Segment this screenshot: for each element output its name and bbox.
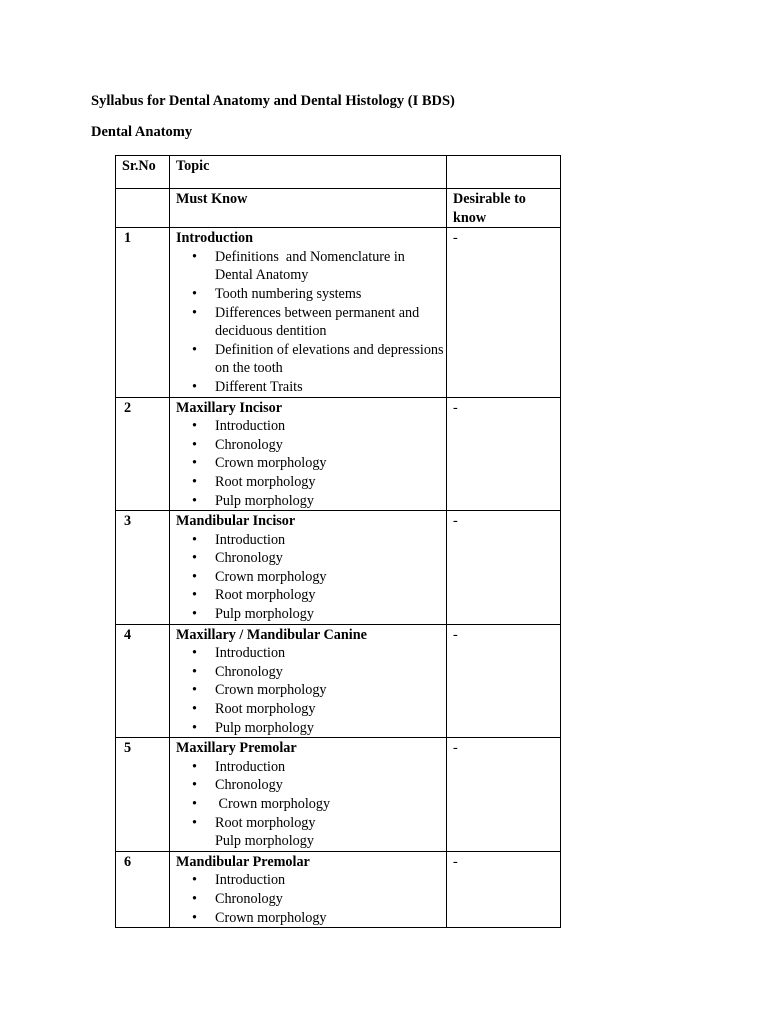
subtopic-text: Pulp morphology bbox=[215, 606, 314, 623]
subtopic-list bbox=[170, 758, 446, 851]
table-row bbox=[116, 851, 561, 927]
desirable-cell bbox=[447, 511, 561, 625]
row-number: 4 bbox=[124, 626, 132, 643]
desirable-value: - bbox=[453, 230, 458, 247]
topic-cell bbox=[170, 511, 447, 625]
topic-title: Mandibular Premolar bbox=[176, 853, 310, 870]
bullet-icon: • bbox=[192, 418, 197, 435]
subtopic-text: Root morphology bbox=[215, 473, 316, 490]
bullet-icon: • bbox=[192, 796, 197, 812]
bullet-icon: • bbox=[192, 285, 197, 302]
list-item bbox=[170, 605, 446, 624]
list-item bbox=[170, 909, 446, 928]
desirable-value: - bbox=[453, 513, 458, 530]
subtopic-list bbox=[170, 248, 446, 397]
list-item bbox=[170, 700, 446, 719]
bullet-icon: • bbox=[192, 719, 197, 736]
bullet-icon: • bbox=[192, 550, 197, 567]
topic-cell bbox=[170, 228, 447, 397]
subtopic-text: Introduction bbox=[215, 418, 286, 435]
topic-title: Maxillary Incisor bbox=[176, 399, 282, 416]
list-item bbox=[170, 417, 446, 436]
header-row-columns bbox=[116, 189, 561, 228]
list-item bbox=[170, 795, 446, 814]
bullet-icon: • bbox=[192, 645, 197, 662]
list-item bbox=[170, 568, 446, 587]
topic-cell bbox=[170, 397, 447, 511]
table-row bbox=[116, 624, 561, 738]
subtopic-list bbox=[170, 871, 446, 927]
row-number: 1 bbox=[124, 230, 132, 247]
bullet-icon: • bbox=[192, 909, 197, 926]
bullet-icon: • bbox=[192, 341, 197, 358]
list-item bbox=[170, 890, 446, 909]
bullet-icon: • bbox=[192, 872, 197, 889]
subtopic-text: Introduction bbox=[215, 645, 286, 662]
bullet-icon: • bbox=[192, 758, 197, 775]
row-number-cell bbox=[116, 511, 170, 625]
topic-title: Maxillary / Mandibular Canine bbox=[176, 626, 367, 643]
topic-title: Mandibular Incisor bbox=[176, 513, 296, 530]
row-number: 2 bbox=[124, 399, 132, 416]
row-number-cell bbox=[116, 738, 170, 852]
row-number-cell bbox=[116, 624, 170, 738]
row-number-cell bbox=[116, 397, 170, 511]
subtopic-text: Pulp morphology bbox=[215, 833, 314, 850]
list-item bbox=[170, 644, 446, 663]
list-item bbox=[170, 285, 446, 304]
row-number: 5 bbox=[124, 740, 132, 757]
empty-header-cell bbox=[447, 156, 561, 189]
desirable-cell bbox=[447, 228, 561, 397]
row-number: 6 bbox=[124, 853, 132, 870]
document-title: Syllabus for Dental Anatomy and Dental Histology (I BDS) bbox=[91, 93, 455, 109]
subtopic-text: Chronology bbox=[215, 436, 283, 453]
topic-cell bbox=[170, 624, 447, 738]
srno-header-cell bbox=[116, 156, 170, 189]
desirable-value: - bbox=[453, 740, 458, 757]
topic-cell bbox=[170, 851, 447, 927]
empty-srno-cell bbox=[116, 189, 170, 228]
bullet-icon: • bbox=[192, 378, 197, 395]
subtopic-text: Pulp morphology bbox=[215, 719, 314, 736]
subtopic-text: Crown morphology bbox=[215, 796, 331, 812]
list-item bbox=[170, 473, 446, 492]
desirable-value: - bbox=[453, 626, 458, 643]
subtopic-text: Pulp morphology bbox=[215, 492, 314, 509]
list-item bbox=[170, 341, 446, 378]
table-row bbox=[116, 738, 561, 852]
subtopic-list bbox=[170, 644, 446, 737]
subtopic-text: Crown morphology bbox=[215, 682, 327, 699]
subtopic-text: Introduction bbox=[215, 872, 286, 889]
bullet-icon: • bbox=[192, 248, 197, 265]
bullet-icon: • bbox=[192, 531, 197, 548]
desirable-cell bbox=[447, 738, 561, 852]
subtopic-text: Chronology bbox=[215, 890, 283, 907]
must-know-header: Must Know bbox=[176, 191, 248, 207]
table-row bbox=[116, 511, 561, 625]
bullet-icon: • bbox=[192, 436, 197, 453]
bullet-icon: • bbox=[192, 682, 197, 699]
syllabus-table bbox=[115, 155, 561, 928]
list-item bbox=[170, 531, 446, 550]
list-item bbox=[170, 719, 446, 738]
subtopic-text: Crown morphology bbox=[215, 455, 327, 472]
topic-title: Maxillary Premolar bbox=[176, 740, 297, 757]
subtopic-text: Chronology bbox=[215, 550, 283, 567]
row-number-cell bbox=[116, 851, 170, 927]
bullet-icon: • bbox=[192, 701, 197, 718]
subtopic-text: Introduction bbox=[215, 758, 286, 775]
bullet-icon: • bbox=[192, 492, 197, 509]
bullet-icon: • bbox=[192, 814, 197, 831]
subtopic-text: Definitions and Nomenclature in Dental Anatomy bbox=[215, 248, 409, 284]
desirable-header: Desirable to know bbox=[453, 191, 526, 226]
list-item bbox=[170, 776, 446, 795]
bullet-icon: • bbox=[192, 455, 197, 472]
section-heading: Dental Anatomy bbox=[91, 124, 193, 140]
subtopic-text: Definition of elevations and depressions on the tooth bbox=[215, 341, 448, 377]
desirable-header-cell bbox=[447, 189, 561, 228]
bullet-icon: • bbox=[192, 890, 197, 907]
subtopic-text: Differences between permanent and deciduous dentition bbox=[215, 304, 423, 340]
subtopic-text: Crown morphology bbox=[215, 909, 327, 926]
row-number-cell bbox=[116, 228, 170, 397]
must-know-header-cell bbox=[170, 189, 447, 228]
bullet-icon: • bbox=[192, 304, 197, 321]
bullet-icon: • bbox=[192, 606, 197, 623]
subtopic-text: Tooth numbering systems bbox=[215, 285, 362, 302]
list-item bbox=[170, 832, 446, 851]
subtopic-text: Introduction bbox=[215, 531, 286, 548]
desirable-cell bbox=[447, 851, 561, 927]
syllabus-table-body bbox=[116, 156, 561, 928]
list-item bbox=[170, 549, 446, 568]
bullet-icon: • bbox=[192, 777, 197, 794]
bullet-icon: • bbox=[192, 473, 197, 490]
list-item bbox=[170, 871, 446, 890]
topic-cell bbox=[170, 738, 447, 852]
subtopic-list bbox=[170, 417, 446, 510]
subtopic-text: Root morphology bbox=[215, 701, 316, 718]
list-item bbox=[170, 586, 446, 605]
list-item bbox=[170, 304, 446, 341]
subtopic-text: Chronology bbox=[215, 663, 283, 680]
list-item bbox=[170, 248, 446, 285]
subtopic-text: Root morphology bbox=[215, 814, 316, 831]
header-row-topic bbox=[116, 156, 561, 189]
bullet-icon: • bbox=[192, 568, 197, 585]
topic-header-cell bbox=[170, 156, 447, 189]
desirable-cell bbox=[447, 397, 561, 511]
desirable-cell bbox=[447, 624, 561, 738]
list-item bbox=[170, 681, 446, 700]
list-item bbox=[170, 492, 446, 511]
list-item bbox=[170, 454, 446, 473]
desirable-value: - bbox=[453, 853, 458, 870]
table-row bbox=[116, 397, 561, 511]
list-item bbox=[170, 814, 446, 833]
subtopic-text: Chronology bbox=[215, 777, 283, 794]
row-number: 3 bbox=[124, 513, 132, 530]
list-item bbox=[170, 378, 446, 397]
topic-title: Introduction bbox=[176, 230, 253, 247]
bullet-icon: • bbox=[192, 663, 197, 680]
subtopic-text: Root morphology bbox=[215, 587, 316, 604]
subtopic-list bbox=[170, 531, 446, 624]
srno-header: Sr.No bbox=[122, 158, 156, 174]
list-item bbox=[170, 663, 446, 682]
topic-header: Topic bbox=[176, 158, 210, 174]
list-item bbox=[170, 436, 446, 455]
list-item bbox=[170, 758, 446, 777]
desirable-value: - bbox=[453, 399, 458, 416]
subtopic-text: Different Traits bbox=[215, 378, 303, 395]
subtopic-text: Crown morphology bbox=[215, 568, 327, 585]
bullet-icon: • bbox=[192, 587, 197, 604]
table-row bbox=[116, 228, 561, 397]
